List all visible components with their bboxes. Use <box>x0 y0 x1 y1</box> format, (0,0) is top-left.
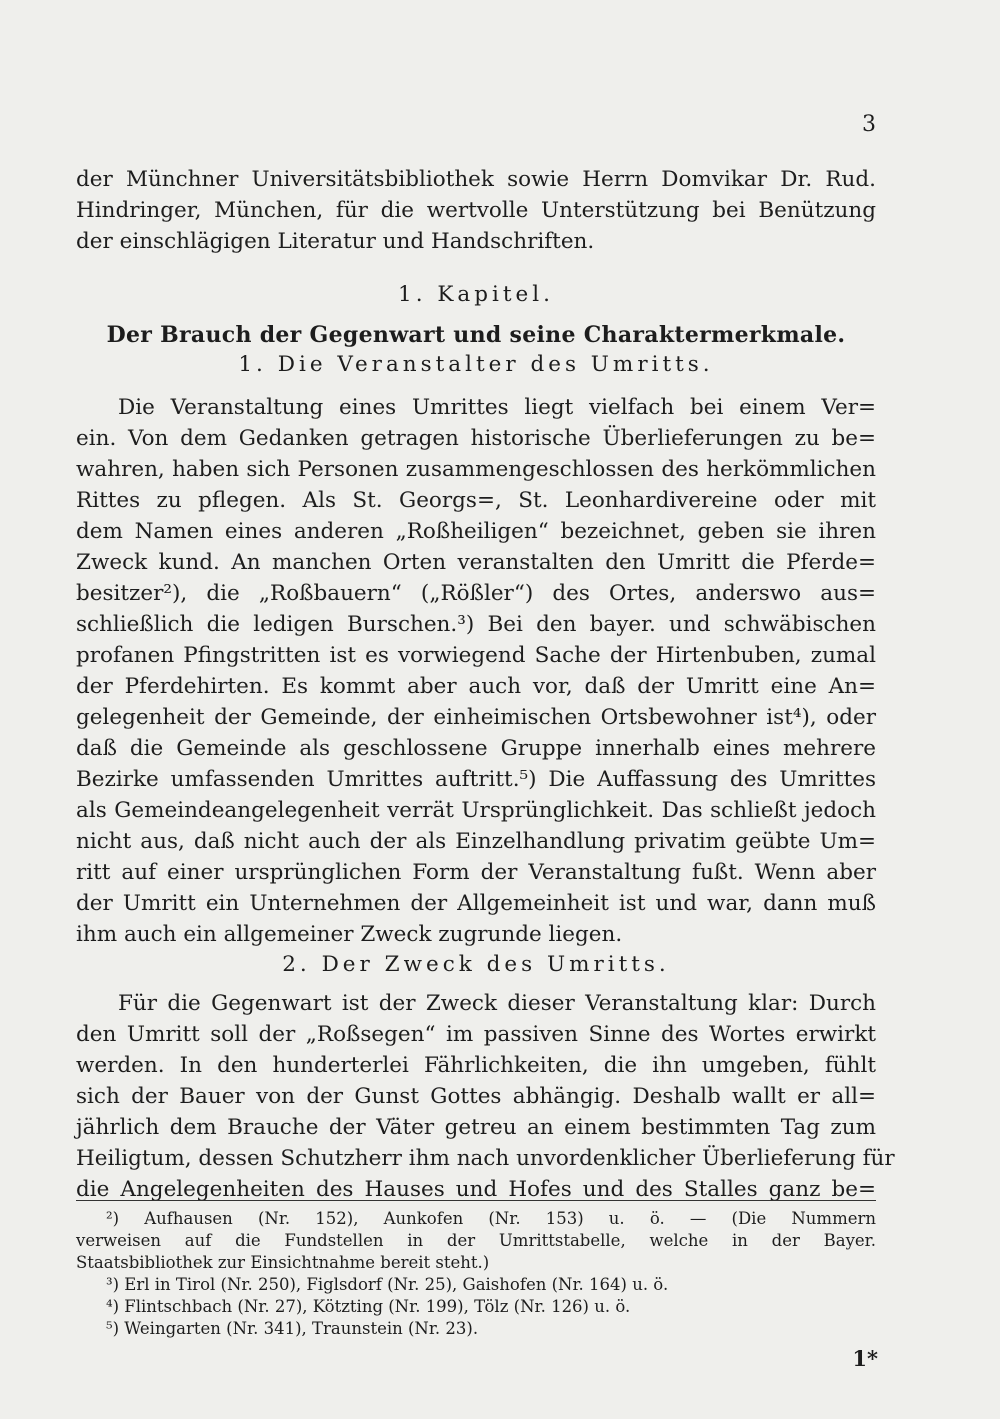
text-line: nicht aus, daß nicht auch der als Einzelhandlung privatim geübte Um= <box>76 829 876 854</box>
text-line: daß die Gemeinde als geschlossene Gruppe innerhalb eines mehrere <box>76 736 876 761</box>
text-line: Hindringer, München, für die wertvolle Unterstützung bei Benützung <box>76 198 876 223</box>
chapter-title: Der Brauch der Gegenwart und seine Charaktermerkmale. <box>106 322 846 348</box>
text-line: besitzer²), die „Roßbauern“ („Rößler“) des Ortes, anderswo aus= <box>76 581 876 606</box>
footnotes <box>76 1208 876 1340</box>
section2-body <box>76 988 895 1205</box>
footnote-line: ⁴) Flintschbach (Nr. 27), Kötzting (Nr. 199), Tölz (Nr. 126) u. ö. <box>106 1297 631 1316</box>
text-line: ritt auf einer ursprünglichen Form der Veranstaltung fußt. Wenn aber <box>76 860 876 885</box>
text-line: profanen Pfingstritten ist es vorwiegend Sache der Hirtenbuben, zumal <box>76 643 876 668</box>
text-line: Für die Gegenwart ist der Zweck dieser Veranstaltung klar: Durch <box>118 991 876 1016</box>
text-line: ein. Von dem Gedanken getragen historische Überlieferungen zu be= <box>76 426 876 451</box>
section1-heading: 1. Die Veranstalter des Umritts. <box>238 352 714 377</box>
text-line: den Umritt soll der „Roßsegen“ im passiven Sinne des Wortes erwirkt <box>76 1022 876 1047</box>
signature-mark: 1* <box>852 1346 878 1371</box>
text-line: der Pferdehirten. Es kommt aber auch vor, daß der Umritt eine An= <box>76 674 876 699</box>
text-line: gelegenheit der Gemeinde, der einheimischen Ortsbewohner ist⁴), oder <box>76 705 876 730</box>
text-line: der Münchner Universitätsbibliothek sowie Herrn Domvikar Dr. Rud. <box>76 167 876 192</box>
footnote-divider <box>76 1200 876 1201</box>
page-number: 3 <box>862 112 876 137</box>
text-line: wahren, haben sich Personen zusammengeschlossen des herkömmlichen <box>76 457 876 482</box>
intro-paragraph <box>76 164 876 257</box>
footnote-line: Staatsbibliothek zur Einsichtnahme bereit steht.) <box>76 1253 490 1272</box>
text-line: werden. In den hunderterlei Fährlichkeiten, die ihn umgeben, fühlt <box>76 1053 876 1078</box>
text-line: Die Veranstaltung eines Umrittes liegt vielfach bei einem Ver= <box>118 395 876 420</box>
text-line: der Umritt ein Unternehmen der Allgemeinheit ist und war, dann muß <box>76 891 876 916</box>
text-line: schließlich die ledigen Burschen.³) Bei den bayer. und schwäbischen <box>76 612 876 637</box>
text-line: der einschlägigen Literatur und Handschriften. <box>76 229 595 254</box>
footnote-line: ⁵) Weingarten (Nr. 341), Traunstein (Nr. 23). <box>106 1319 479 1338</box>
text-line: als Gemeindeangelegenheit verrät Ursprünglichkeit. Das schließt jedoch <box>76 798 876 823</box>
footnote-line: ³) Erl in Tirol (Nr. 250), Figlsdorf (Nr. 25), Gaishofen (Nr. 164) u. ö. <box>106 1275 669 1294</box>
text-line: Heiligtum, dessen Schutzherr ihm nach unvordenklicher Überlieferung für <box>76 1146 895 1171</box>
text-line: sich der Bauer von der Gunst Gottes abhängig. Deshalb wallt er all= <box>76 1084 876 1109</box>
text-line: Bezirke umfassenden Umrittes auftritt.⁵) Die Auffassung des Umrittes <box>76 767 876 792</box>
text-line: die Angelegenheiten des Hauses und Hofes und des Stalles ganz be= <box>76 1177 876 1202</box>
chapter-label: 1. Kapitel. <box>398 282 554 307</box>
section1-body <box>76 392 876 950</box>
footnote-line: verweisen auf die Fundstellen in der Umrittstabelle, welche in der Bayer. <box>76 1231 876 1250</box>
text-line: dem Namen eines anderen „Roßheiligen“ bezeichnet, geben sie ihren <box>76 519 876 544</box>
text-line: ihm auch ein allgemeiner Zweck zugrunde liegen. <box>76 922 623 947</box>
section2-heading: 2. Der Zweck des Umritts. <box>282 952 670 977</box>
text-line: Rittes zu pflegen. Als St. Georgs=, St. Leonhardivereine oder mit <box>76 488 876 513</box>
text-line: jährlich dem Brauche der Väter getreu an einem bestimmten Tag zum <box>76 1115 876 1140</box>
text-line: Zweck kund. An manchen Orten veranstalten den Umritt die Pferde= <box>76 550 876 575</box>
footnote-line: ²) Aufhausen (Nr. 152), Aunkofen (Nr. 153) u. ö. — (Die Nummern <box>106 1209 876 1228</box>
